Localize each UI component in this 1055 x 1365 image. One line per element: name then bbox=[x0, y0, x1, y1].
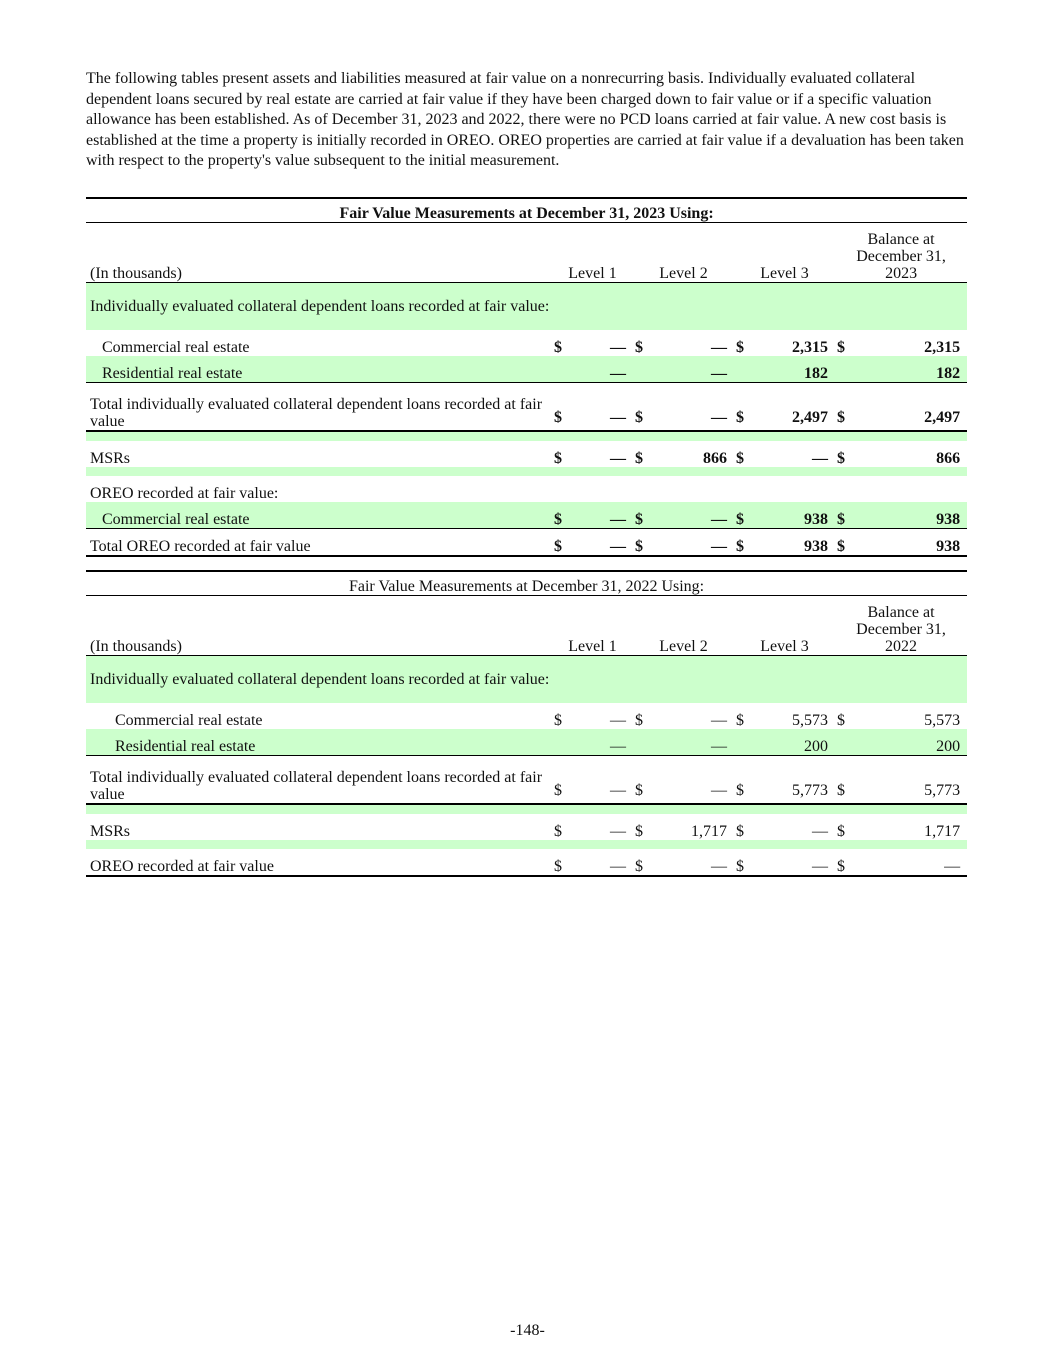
table-row bbox=[86, 330, 967, 356]
level-2-value: — bbox=[671, 729, 734, 756]
currency-symbol: $ bbox=[554, 450, 562, 467]
units-label: (In thousands) bbox=[86, 223, 552, 283]
level-1-value: — bbox=[610, 450, 626, 467]
col-balance bbox=[835, 596, 967, 656]
level-1-value: — bbox=[610, 823, 626, 840]
col-balance-line-3: 2022 bbox=[885, 638, 918, 655]
currency-symbol: $ bbox=[837, 339, 845, 356]
currency-symbol: $ bbox=[837, 823, 845, 840]
currency-symbol: $ bbox=[635, 450, 643, 467]
currency-symbol: $ bbox=[633, 849, 671, 876]
balance-value: 1,717 bbox=[924, 823, 961, 840]
level-2-value: — bbox=[671, 383, 734, 432]
balance-value: 5,573 bbox=[924, 712, 961, 729]
spacer-row bbox=[86, 467, 967, 476]
col-balance-line-2: December 31, bbox=[856, 248, 946, 265]
level-1-value: — bbox=[610, 712, 626, 729]
currency-symbol: $ bbox=[736, 823, 744, 840]
section-header-row bbox=[86, 656, 967, 704]
units-label: (In thousands) bbox=[86, 596, 552, 656]
total-row bbox=[86, 383, 967, 432]
level-2-value: 866 bbox=[703, 450, 727, 467]
currency-symbol: $ bbox=[633, 383, 671, 432]
table-row bbox=[86, 729, 967, 756]
currency-symbol: $ bbox=[734, 849, 772, 876]
level-2-value: — bbox=[671, 849, 734, 876]
table-row bbox=[86, 502, 967, 529]
row-label: MSRs bbox=[90, 450, 131, 467]
balance-value: — bbox=[873, 849, 967, 876]
col-level-1: Level 1 bbox=[552, 596, 633, 656]
table-title: Fair Value Measurements at December 31, 2022 Using: bbox=[86, 571, 967, 596]
currency-symbol: $ bbox=[734, 502, 772, 529]
table-title-row bbox=[86, 198, 967, 223]
page-number: -148- bbox=[510, 1322, 545, 1339]
level-3-value: 5,773 bbox=[772, 756, 835, 805]
row-label: MSRs bbox=[90, 823, 131, 840]
currency-symbol: $ bbox=[736, 339, 744, 356]
currency-symbol: $ bbox=[554, 823, 562, 840]
row-label: Individually evaluated collateral dependent loans recorded at fair value: bbox=[90, 298, 550, 315]
spacer-row bbox=[86, 431, 967, 441]
currency-symbol: $ bbox=[835, 383, 873, 432]
level-3-value: 5,573 bbox=[792, 712, 828, 729]
level-1-value: — bbox=[570, 383, 633, 432]
currency-symbol: $ bbox=[734, 383, 772, 432]
currency-symbol: $ bbox=[837, 712, 845, 729]
col-level-1: Level 1 bbox=[552, 223, 633, 283]
currency-symbol: $ bbox=[835, 502, 873, 529]
balance-value: 2,315 bbox=[924, 339, 961, 356]
col-level-2: Level 2 bbox=[633, 223, 734, 283]
currency-symbol: $ bbox=[633, 502, 671, 529]
row-label: Commercial real estate bbox=[102, 339, 250, 356]
level-1-value: — bbox=[570, 356, 633, 383]
table-row bbox=[86, 814, 967, 840]
row-label: Individually evaluated collateral dependent loans recorded at fair value: bbox=[90, 671, 550, 688]
col-level-2: Level 2 bbox=[633, 596, 734, 656]
level-1-value: — bbox=[610, 339, 626, 356]
col-balance-line-2: December 31, bbox=[856, 621, 946, 638]
balance-value: 5,773 bbox=[873, 756, 967, 805]
table-title: Fair Value Measurements at December 31, 2023 Using: bbox=[86, 198, 967, 223]
currency-symbol: $ bbox=[552, 849, 570, 876]
level-2-value: — bbox=[671, 356, 734, 383]
currency-symbol: $ bbox=[736, 712, 744, 729]
currency-symbol: $ bbox=[734, 529, 772, 557]
fair-value-table-2022 bbox=[86, 570, 967, 877]
col-balance-line-1: Balance at bbox=[867, 604, 935, 621]
balance-value: 938 bbox=[873, 529, 967, 557]
currency-symbol: $ bbox=[835, 849, 873, 876]
level-2-value: — bbox=[671, 756, 734, 805]
col-balance-line-3: 2023 bbox=[885, 265, 918, 282]
row-label: Total individually evaluated collateral dependent loans recorded at fair value bbox=[86, 383, 552, 432]
currency-symbol: $ bbox=[635, 712, 643, 729]
level-3-value: 182 bbox=[772, 356, 835, 383]
row-label: OREO recorded at fair value: bbox=[90, 485, 279, 502]
section-header-row bbox=[86, 476, 967, 502]
row-label: Total OREO recorded at fair value bbox=[86, 529, 552, 557]
balance-value: 2,497 bbox=[873, 383, 967, 432]
row-label: Residential real estate bbox=[86, 356, 552, 383]
fair-value-table-2023 bbox=[86, 197, 967, 557]
currency-symbol: $ bbox=[552, 502, 570, 529]
balance-value: 200 bbox=[873, 729, 967, 756]
balance-value: 866 bbox=[936, 450, 961, 467]
currency-symbol: $ bbox=[736, 450, 744, 467]
table-row bbox=[86, 703, 967, 729]
col-level-3: Level 3 bbox=[734, 223, 835, 283]
row-label: Residential real estate bbox=[86, 729, 552, 756]
col-balance bbox=[835, 223, 967, 283]
column-header-row bbox=[86, 223, 967, 283]
table-row bbox=[86, 356, 967, 383]
currency-symbol: $ bbox=[835, 756, 873, 805]
currency-symbol: $ bbox=[633, 756, 671, 805]
row-label: OREO recorded at fair value bbox=[86, 849, 552, 876]
currency-symbol: $ bbox=[734, 756, 772, 805]
level-3-value: 2,315 bbox=[792, 339, 828, 356]
level-1-value: — bbox=[570, 756, 633, 805]
total-row bbox=[86, 529, 967, 557]
currency-symbol: $ bbox=[633, 529, 671, 557]
level-1-value: — bbox=[570, 729, 633, 756]
row-label: Commercial real estate bbox=[86, 502, 552, 529]
currency-symbol: $ bbox=[837, 450, 845, 467]
spacer-row bbox=[86, 840, 967, 849]
currency-symbol: $ bbox=[554, 712, 562, 729]
currency-symbol: $ bbox=[552, 529, 570, 557]
level-3-value: 938 bbox=[772, 502, 835, 529]
currency-symbol: $ bbox=[552, 383, 570, 432]
level-3-value: — bbox=[772, 849, 835, 876]
currency-symbol: $ bbox=[552, 756, 570, 805]
currency-symbol: $ bbox=[835, 529, 873, 557]
level-3-value: 200 bbox=[772, 729, 835, 756]
balance-value: 182 bbox=[873, 356, 967, 383]
table-title-row bbox=[86, 571, 967, 596]
level-3-value: — bbox=[812, 450, 828, 467]
table-row bbox=[86, 441, 967, 467]
currency-symbol: $ bbox=[554, 339, 562, 356]
section-header-row bbox=[86, 283, 967, 331]
level-3-value: 938 bbox=[772, 529, 835, 557]
total-row bbox=[86, 756, 967, 805]
currency-symbol: $ bbox=[635, 823, 643, 840]
row-label: Commercial real estate bbox=[115, 712, 263, 729]
level-1-value: — bbox=[570, 502, 633, 529]
table-row bbox=[86, 849, 967, 876]
row-label: Total individually evaluated collateral dependent loans recorded at fair value bbox=[86, 756, 552, 805]
level-1-value: — bbox=[570, 849, 633, 876]
level-1-value: — bbox=[570, 529, 633, 557]
level-3-value: — bbox=[812, 823, 828, 840]
level-2-value: — bbox=[671, 502, 734, 529]
level-3-value: 2,497 bbox=[772, 383, 835, 432]
level-2-value: — bbox=[711, 712, 727, 729]
spacer-row bbox=[86, 804, 967, 814]
col-level-3: Level 3 bbox=[734, 596, 835, 656]
level-2-value: 1,717 bbox=[691, 823, 727, 840]
intro-paragraph: The following tables present assets and liabilities measured at fair value on a nonrecurring basis. Individually evaluated collateral dependent loans secured by real estate are carried at fair value if they have been charged down to fair value or if a specific valuation allowance has been established. As of December 31, 2023 and 2022, there were no PCD loans carried at fair value. A new cost basis is established at the time a property is initially recorded in OREO. OREO properties are carried at fair value if a devaluation has been taken with respect to the property's value subsequent to the initial measurement. bbox=[86, 70, 964, 170]
currency-symbol: $ bbox=[635, 339, 643, 356]
level-2-value: — bbox=[711, 339, 727, 356]
level-2-value: — bbox=[671, 529, 734, 557]
column-header-row bbox=[86, 596, 967, 656]
col-balance-line-1: Balance at bbox=[867, 231, 935, 248]
balance-value: 938 bbox=[873, 502, 967, 529]
